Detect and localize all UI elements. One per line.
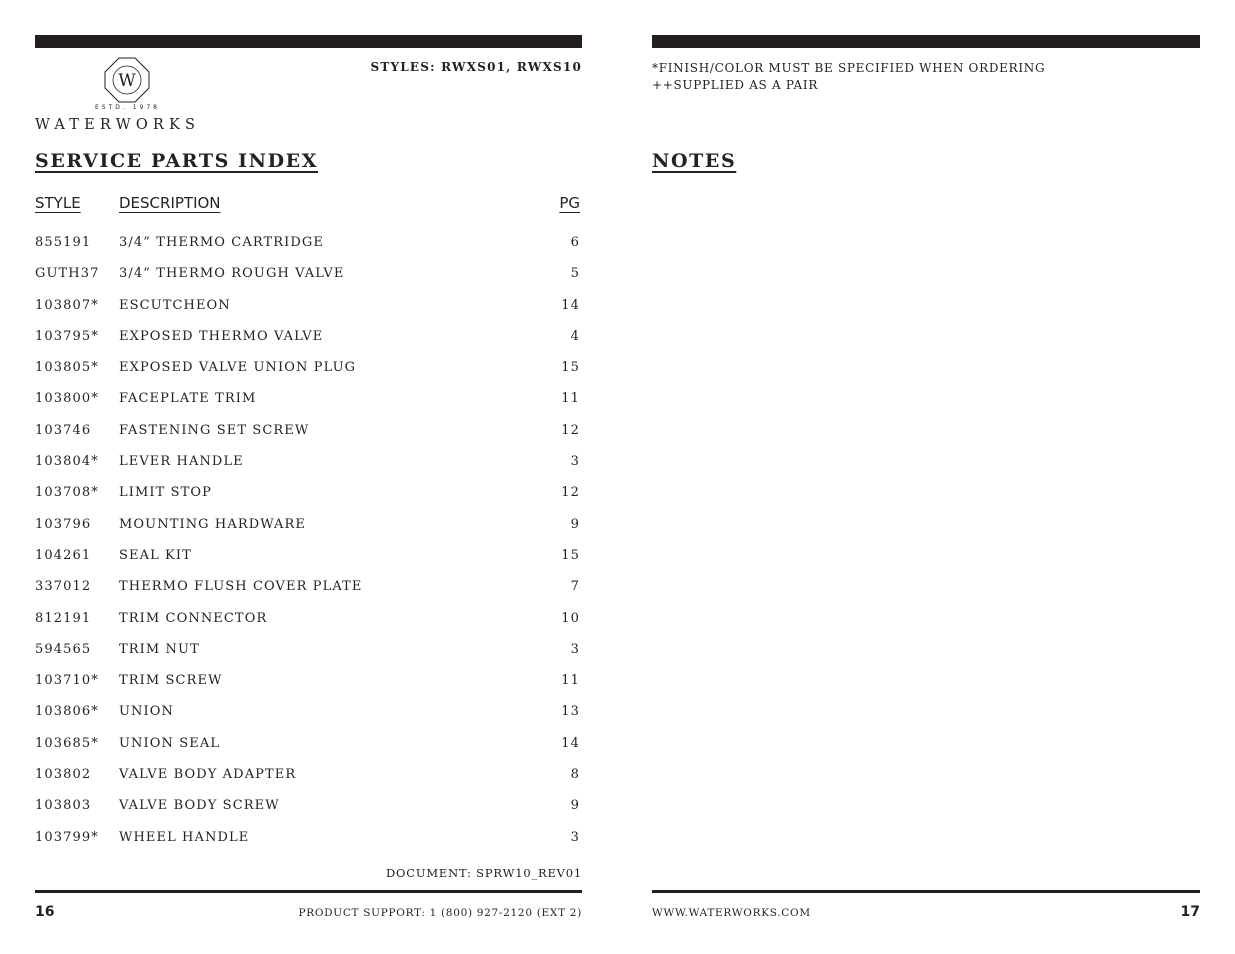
table-row xyxy=(35,827,582,858)
cell-style: 103795* xyxy=(35,328,99,344)
table-row xyxy=(35,295,582,326)
footer-rule xyxy=(35,890,582,893)
styles-label: STYLES: RWXS01, RWXS10 xyxy=(370,60,582,74)
brand-wordmark: WATERWORKS xyxy=(35,117,201,133)
cell-style: 594565 xyxy=(35,641,92,657)
column-header-page: PG xyxy=(559,194,580,212)
cell-description: VALVE BODY SCREW xyxy=(119,798,280,814)
cell-style: 103807* xyxy=(35,297,99,313)
parts-table xyxy=(35,232,582,858)
cell-description: EXPOSED VALVE UNION PLUG xyxy=(119,360,357,376)
cell-description: UNION xyxy=(119,704,174,720)
cell-description: THERMO FLUSH COVER PLATE xyxy=(119,579,363,595)
table-row xyxy=(35,451,582,482)
cell-page: 3 xyxy=(570,454,580,470)
cell-page: 8 xyxy=(570,767,580,783)
website-footer: WWW.WATERWORKS.COM xyxy=(652,907,811,919)
page-number: 16 xyxy=(35,904,55,920)
table-row xyxy=(35,263,582,294)
table-row xyxy=(35,326,582,357)
cell-style: 103804* xyxy=(35,454,99,470)
cell-page: 6 xyxy=(570,235,580,250)
cell-description: ESCUTCHEON xyxy=(119,297,231,313)
table-row xyxy=(35,388,582,419)
cell-description: TRIM CONNECTOR xyxy=(119,610,268,626)
table-row xyxy=(35,670,582,701)
cell-style: 103746 xyxy=(35,422,92,438)
cell-description: WHEEL HANDLE xyxy=(119,829,250,845)
table-row xyxy=(35,482,582,513)
cell-style: 103799* xyxy=(35,829,99,845)
table-row xyxy=(35,795,582,826)
cell-style: 103685* xyxy=(35,735,99,751)
cell-description: EXPOSED THERMO VALVE xyxy=(119,328,324,344)
pair-note: ++SUPPLIED AS A PAIR xyxy=(652,78,819,92)
cell-page: 9 xyxy=(570,516,580,532)
cell-page: 3 xyxy=(570,641,580,657)
product-support-footer: PRODUCT SUPPORT: 1 (800) 927-2120 (EXT 2) xyxy=(298,907,582,919)
cell-description: LIMIT STOP xyxy=(119,485,212,501)
cell-description: FACEPLATE TRIM xyxy=(119,391,257,407)
cell-description: TRIM NUT xyxy=(119,641,200,657)
cell-style: 103800* xyxy=(35,391,99,407)
document-number: DOCUMENT: SPRW10_REV01 xyxy=(386,866,582,880)
cell-description: SEAL KIT xyxy=(119,547,192,563)
octagon-monogram-icon xyxy=(103,56,151,104)
table-row xyxy=(35,733,582,764)
cell-page: 14 xyxy=(561,297,580,313)
top-bar xyxy=(652,35,1200,48)
left-page xyxy=(35,0,582,954)
cell-style: 103796 xyxy=(35,516,92,532)
table-row xyxy=(35,357,582,388)
cell-page: 7 xyxy=(570,579,580,595)
cell-description: VALVE BODY ADAPTER xyxy=(119,767,297,783)
waterworks-logo xyxy=(35,56,220,136)
cell-style: 337012 xyxy=(35,579,92,595)
cell-style: 812191 xyxy=(35,610,92,626)
cell-description: LEVER HANDLE xyxy=(119,454,244,470)
page-title: SERVICE PARTS INDEX xyxy=(35,150,319,172)
ordering-notes xyxy=(652,60,1045,94)
cell-description: TRIM SCREW xyxy=(119,673,223,689)
cell-style: 103805* xyxy=(35,360,99,376)
cell-page: 9 xyxy=(570,798,580,814)
table-row xyxy=(35,608,582,639)
footer-rule xyxy=(652,890,1200,893)
top-bar xyxy=(35,35,582,48)
estd-label: ESTD. 1978 xyxy=(95,104,160,111)
notes-title: NOTES xyxy=(652,150,737,172)
cell-style: 103806* xyxy=(35,704,99,720)
cell-page: 12 xyxy=(561,422,580,438)
cell-description: 3/4” THERMO CARTRIDGE xyxy=(119,235,324,250)
table-row xyxy=(35,545,582,576)
cell-page: 12 xyxy=(561,485,580,501)
table-row xyxy=(35,639,582,670)
table-row xyxy=(35,514,582,545)
table-row xyxy=(35,764,582,795)
cell-page: 10 xyxy=(561,610,580,626)
cell-page: 5 xyxy=(570,266,580,282)
cell-style: 103708* xyxy=(35,485,99,501)
cell-style: 104261 xyxy=(35,547,92,563)
cell-style: 855191 xyxy=(35,235,92,250)
table-row xyxy=(35,420,582,451)
cell-style: 103710* xyxy=(35,673,99,689)
table-row xyxy=(35,576,582,607)
cell-page: 11 xyxy=(561,673,580,689)
cell-page: 15 xyxy=(561,547,580,563)
cell-style: 103802 xyxy=(35,767,92,783)
page-number: 17 xyxy=(1180,904,1200,920)
table-row xyxy=(35,232,582,263)
cell-page: 15 xyxy=(561,360,580,376)
cell-style: 103803 xyxy=(35,798,92,814)
cell-description: MOUNTING HARDWARE xyxy=(119,516,307,532)
cell-description: FASTENING SET SCREW xyxy=(119,422,310,438)
cell-description: 3/4” THERMO ROUGH VALVE xyxy=(119,266,345,282)
column-header-style: STYLE xyxy=(35,194,81,212)
cell-page: 14 xyxy=(561,735,580,751)
right-page xyxy=(652,0,1200,954)
cell-page: 11 xyxy=(561,391,580,407)
monogram-letter: W xyxy=(118,71,136,91)
cell-description: UNION SEAL xyxy=(119,735,221,751)
cell-page: 3 xyxy=(570,829,580,845)
column-header-description: DESCRIPTION xyxy=(119,194,221,212)
table-row xyxy=(35,701,582,732)
finish-color-note: *FINISH/COLOR MUST BE SPECIFIED WHEN ORDERING xyxy=(652,61,1046,75)
cell-style: GUTH37 xyxy=(35,266,100,282)
cell-page: 13 xyxy=(561,704,580,720)
cell-page: 4 xyxy=(570,328,580,344)
